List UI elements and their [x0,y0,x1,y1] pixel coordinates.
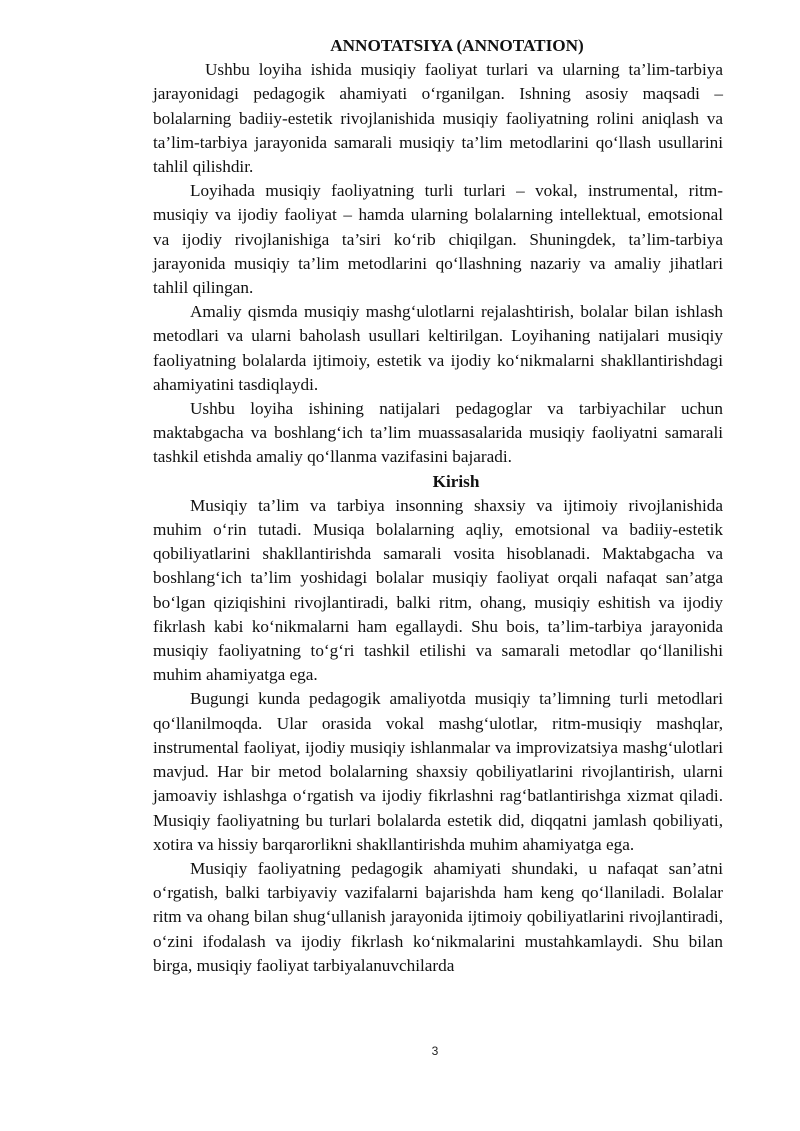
introduction-paragraph-3: Musiqiy faoliyatning pedagogik ahamiyati shundaki, u nafaqat san’atni o‘rgatish, balki tarbiyaviy vazifalarni bajarishda ham keng qo‘llaniladi. Bolalar ritm va ohang bilan shug‘ullanish jarayonida ijtimoiy qobiliyatlarini rivojlantiradi, o‘zini ifodalash va ijodiy fikrlash ko‘nikmalarini mustahkamlaydi. Shu bilan birga, musiqiy faoliyat tarbiyalanuvchilarda [153,858,723,975]
annotation-paragraph-1: Ushbu loyiha ishida musiqiy faoliyat turlari va ularning ta’lim-tarbiya jarayonidagi pedagogik ahamiyati o‘rganilgan. Ishning asosiy maqsadi – bolalarning badiiy-estetik rivojlanishida musiqiy faoliyatning rolini aniqlash va ta’lim-tarbiya jarayonida samarali musiqiy ta’lim metodlarini qo‘llash usullarini tahlil qilishdir. [153,60,723,177]
annotation-paragraph-3: Amaliy qismda musiqiy mashg‘ulotlarni rejalashtirish, bolalar bilan ishlash metodlari va ularni baholash usullari keltirilgan. Loyihaning natijalari musiqiy faoliyatning bolalarda ijtimoiy, estetik va ijodiy ko‘nikmalarni shakllantirishdagi ahamiyatini tasdiqlaydi. [153,302,723,394]
introduction-heading: Kirish [432,471,480,491]
annotation-heading: ANNOTATSIYA (ANNOTATION) [330,36,584,55]
introduction-paragraph-2: Bugungi kunda pedagogik amaliyotda musiqiy ta’limning turli metodlari qo‘llanilmoqda. Ular orasida vokal mashg‘ulotlar, ritm-musiqiy mashqlar, instrumental faoliyat, ijodiy musiqiy ishlanmalar va improvizatsiya mashg‘ulotlari mavjud. Har bir metod bolalarning shaxsiy qobiliyatlarini rivojlantirish, ularni jamoaviy ishlashga o‘rgatish va ijodiy fikrlashni rag‘batlantirishga xizmat qiladi. Musiqiy faoliyatning bu turlari bolalarda estetik did, diqqatni jamlash qobiliyati, xotira va hissiy barqarorlikni shakllantirishda muhim ahamiyatga ega. [153,689,723,854]
document-page [153,34,723,978]
introduction-paragraph-1: Musiqiy ta’lim va tarbiya insonning shaxsiy va ijtimoiy rivojlanishida muhim o‘rin tutadi. Musiqa bolalarning aqliy, emotsional va badiiy-estetik qobiliyatlarini shakllantirishda samarali vosita hisoblanadi. Maktabgacha va boshlang‘ich ta’lim yoshidagi bolalar musiqiy faoliyat orqali nafaqat san’atga bo‘lgan qiziqishini rivojlantiradi, balki ritm, ohang, musiqiy eshitish va ijodiy fikrlash kabi ko‘nikmalarni ham egallaydi. Shu bois, ta’lim-tarbiya jarayonida musiqiy faoliyatning to‘g‘ri tashkil etilishi va samarali metodlar qo‘llanilishi muhim ahamiyatga ega. [153,495,723,685]
annotation-paragraph-2: Loyihada musiqiy faoliyatning turli turlari – vokal, instrumental, ritm-musiqiy va ijodiy faoliyat – hamda ularning bolalarning intellektual, emotsional va ijodiy rivojlanishiga ta’siri ko‘rib chiqilgan. Shuningdek, ta’lim-tarbiya jarayonida musiqiy ta’lim metodlarini qo‘llashning nazariy va amaliy jihatlari tahlil qilingan. [153,181,723,298]
page-number: 3 [431,1044,439,1058]
annotation-paragraph-4: Ushbu loyiha ishining natijalari pedagoglar va tarbiyachilar uchun maktabgacha va boshlang‘ich ta’lim muassasalarida musiqiy faoliyatni samarali tashkil etishda amaliy qo‘llanma vazifasini bajaradi. [153,399,723,467]
